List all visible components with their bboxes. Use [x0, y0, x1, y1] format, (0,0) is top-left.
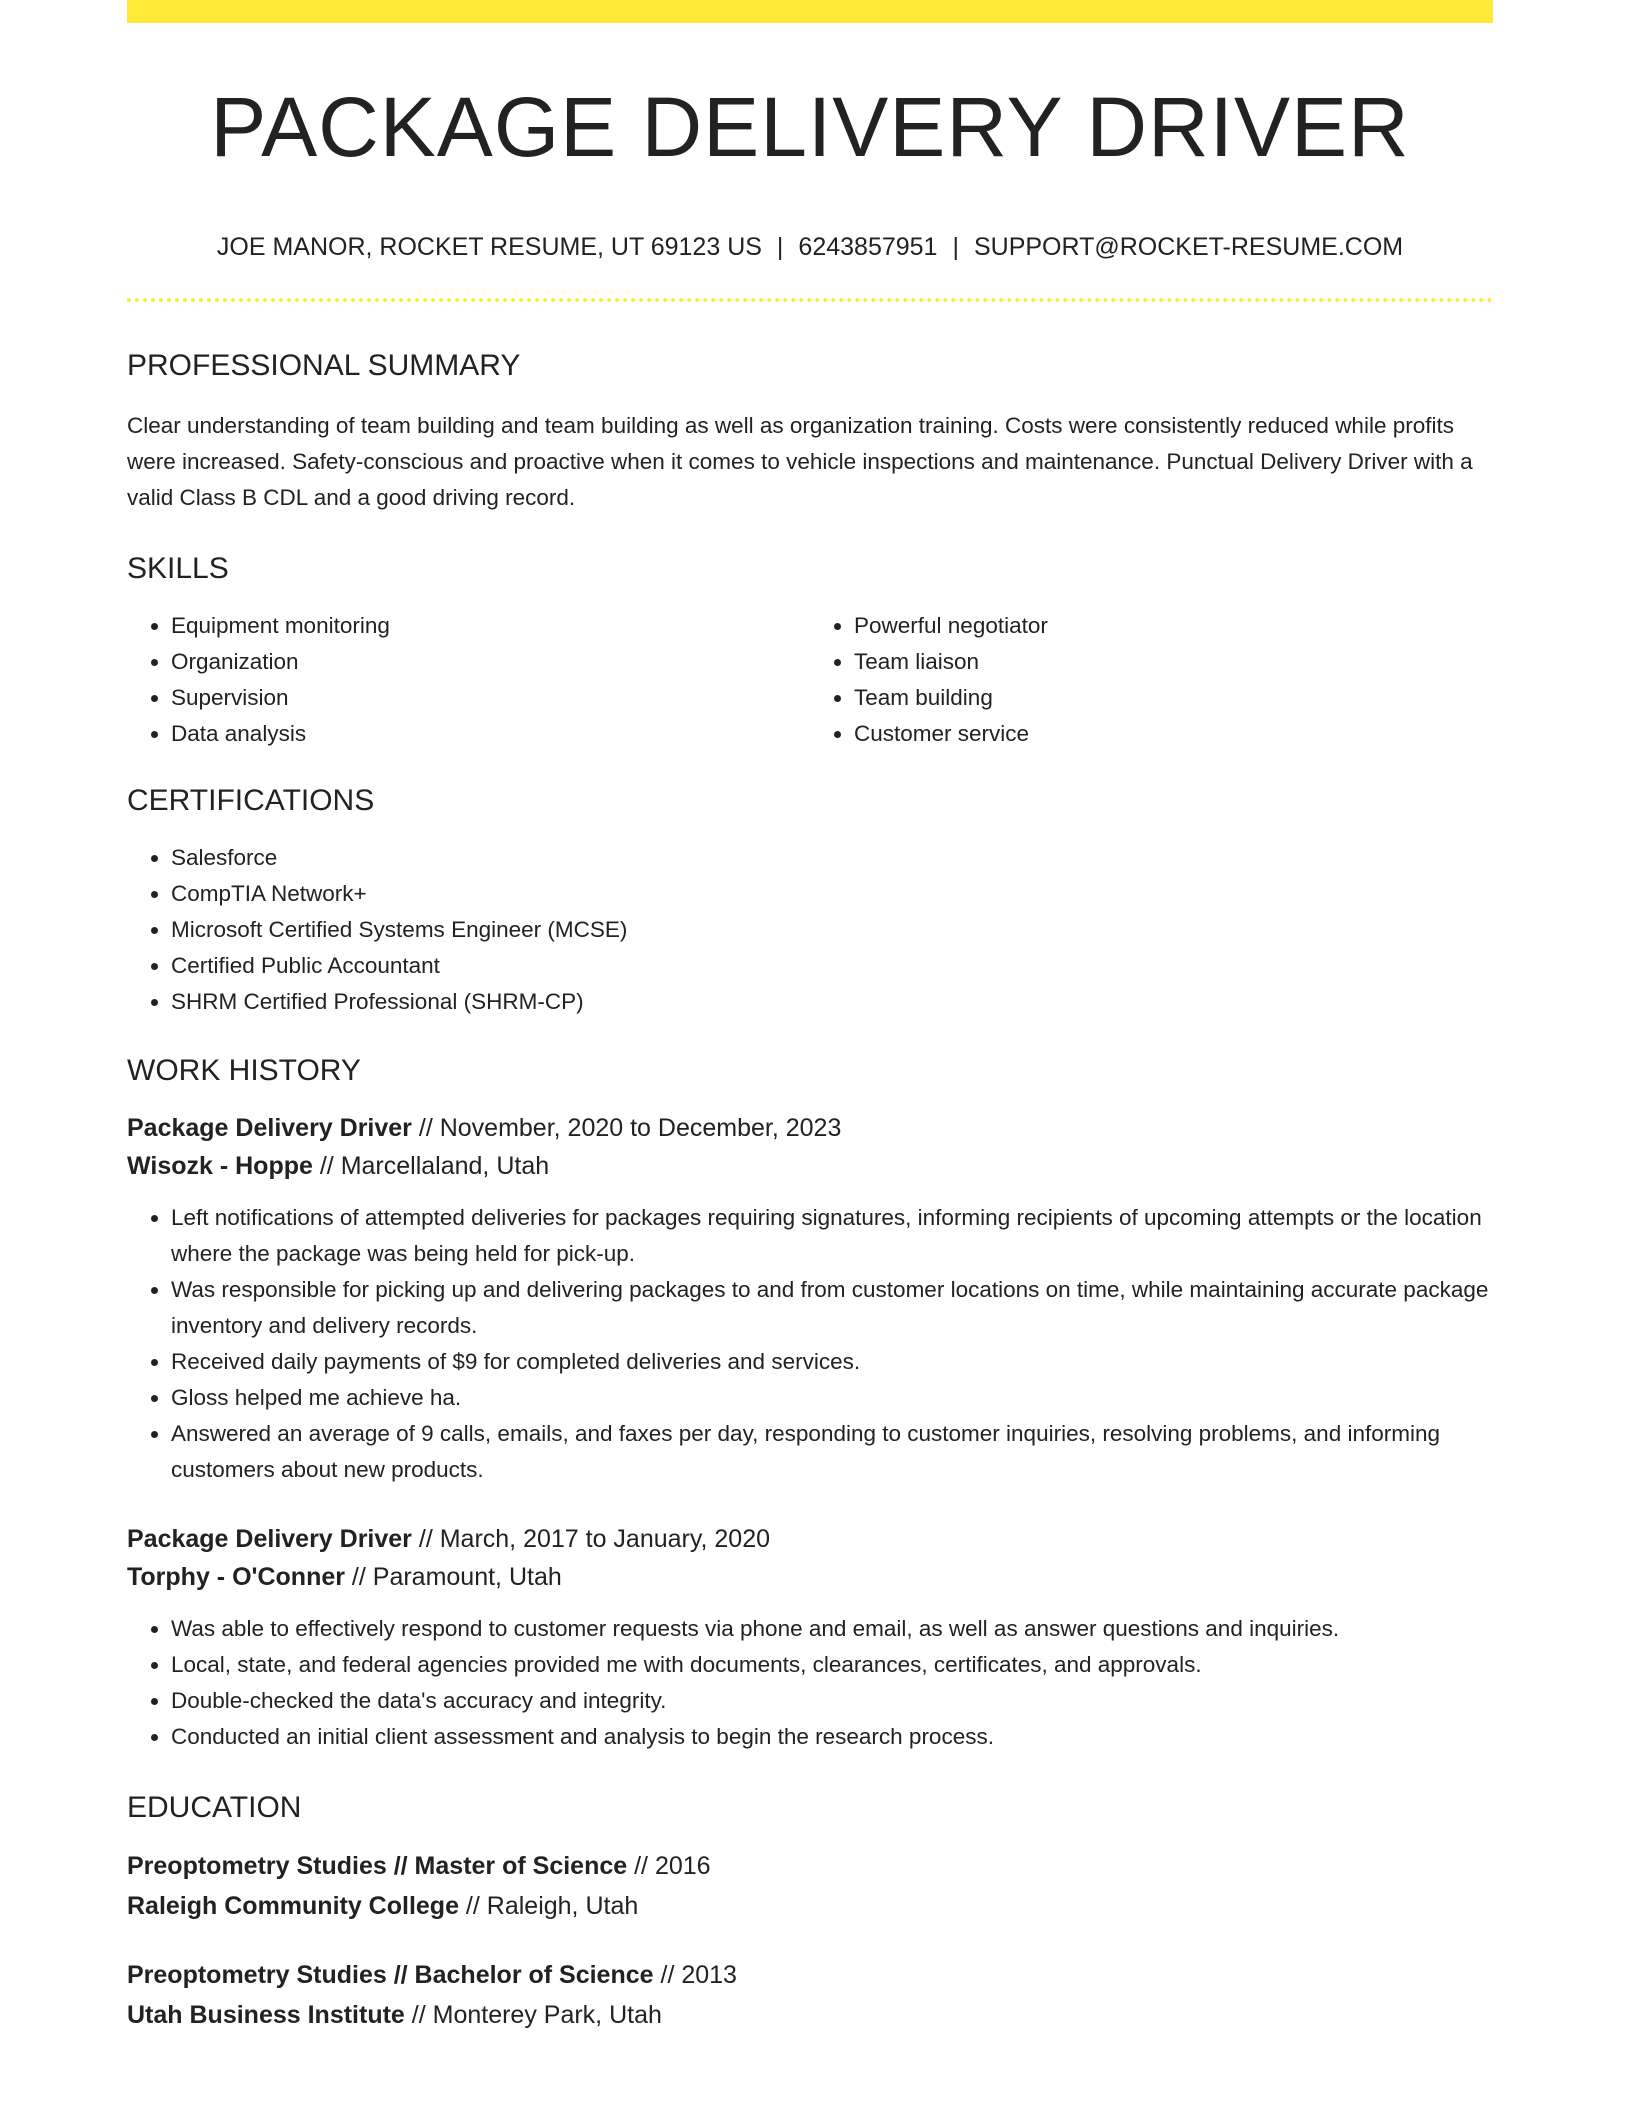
education-heading: EDUCATION [127, 1791, 302, 1824]
slash-separator: // [411, 1525, 440, 1553]
job-bullet: • Conducted an initial client assessment and analysis to begin the research process. [171, 1719, 1493, 1755]
certification-item: • Certified Public Accountant [171, 948, 1493, 984]
job-bullet: • Local, state, and federal agencies provided me with documents, clearances, certificates, and approvals. [171, 1647, 1493, 1683]
skill-item: • Organization [171, 644, 810, 680]
education-school-line [127, 1995, 1493, 2035]
slash-separator: // [458, 1892, 487, 1920]
slash-separator: // [404, 2001, 433, 2029]
skills-columns [127, 608, 1493, 752]
slash-separator: // [627, 1852, 655, 1880]
education-entry [127, 1955, 1493, 2035]
job-company-line [127, 1147, 1493, 1185]
skill-item: • Customer service [854, 716, 1493, 752]
certification-item: • SHRM Certified Professional (SHRM-CP) [171, 984, 1493, 1020]
education-degree: Preoptometry Studies // Bachelor of Science [127, 1961, 654, 1989]
contact-separator: | [776, 233, 784, 261]
job-bullet: • Gloss helped me achieve ha. [171, 1380, 1493, 1416]
job-bullet: • Was responsible for picking up and delivering packages to and from customer locations on time, while maintaining accurate package inventory and delivery records. [171, 1272, 1493, 1344]
education-school: Raleigh Community College [127, 1892, 459, 1920]
skill-item: • Data analysis [171, 716, 810, 752]
certifications-list [127, 840, 1493, 1020]
education-school-line [127, 1886, 1493, 1926]
job-header [127, 1109, 1493, 1185]
education-school: Utah Business Institute [127, 2001, 405, 2029]
job-bullet: • Left notifications of attempted deliveries for packages requiring signatures, informing recipients of upcoming attempts or the location where the package was being held for pick-up. [171, 1200, 1493, 1272]
job-bullet: • Double-checked the data's accuracy and integrity. [171, 1683, 1493, 1719]
job-title-line [127, 1520, 1493, 1558]
contact-address: JOE MANOR, ROCKET RESUME, UT 69123 US [216, 233, 762, 261]
skills-list-left [127, 608, 810, 752]
job-bullet: • Answered an average of 9 calls, emails, and faxes per day, responding to customer inquiries, resolving problems, and informing customers about new products. [171, 1416, 1493, 1488]
job-bullet-list [127, 1611, 1493, 1755]
resume-page [127, 0, 1493, 2035]
contact-email: SUPPORT@ROCKET-RESUME.COM [973, 233, 1404, 261]
certifications-heading: CERTIFICATIONS [127, 784, 375, 817]
skill-item: • Powerful negotiator [854, 608, 1493, 644]
job-entry [127, 1520, 1493, 1755]
work-history-heading: WORK HISTORY [127, 1054, 361, 1087]
job-header [127, 1520, 1493, 1596]
slash-separator: // [344, 1563, 373, 1591]
skill-item: • Team building [854, 680, 1493, 716]
job-title: Package Delivery Driver [127, 1114, 412, 1142]
summary-text: Clear understanding of team building and team building as well as organization training. Costs were consistently reduced while profits were increased. Safety-conscious and proactive when it comes to vehicle inspections and maintenance. Punctual Delivery Driver with a valid Class B CDL and a good driving record. [127, 413, 1473, 510]
job-company: Wisozk - Hoppe [127, 1152, 313, 1180]
job-dates: March, 2017 to January, 2020 [439, 1525, 771, 1553]
job-bullet-list [127, 1200, 1493, 1488]
skills-heading: SKILLS [127, 552, 229, 585]
job-dates: November, 2020 to December, 2023 [439, 1114, 842, 1142]
education-location: Monterey Park, Utah [432, 2001, 662, 2029]
education-entry [127, 1846, 1493, 1926]
skill-item: • Team liaison [854, 644, 1493, 680]
education-location: Raleigh, Utah [486, 1892, 639, 1920]
job-company: Torphy - O'Conner [127, 1563, 345, 1591]
education-degree-line [127, 1846, 1493, 1886]
accent-top-bar [127, 0, 1493, 23]
education-year: 2016 [654, 1852, 711, 1880]
dotted-divider [127, 298, 1493, 302]
slash-separator: // [312, 1152, 341, 1180]
resume-title: PACKAGE DELIVERY DRIVER [210, 80, 1410, 174]
slash-separator: // [653, 1961, 682, 1989]
contact-separator: | [952, 233, 959, 261]
education-degree: Preoptometry Studies // Master of Science [127, 1852, 628, 1880]
summary-heading: PROFESSIONAL SUMMARY [127, 349, 521, 382]
job-location: Marcellaland, Utah [340, 1152, 550, 1180]
education-degree-line [127, 1955, 1493, 1995]
certification-item: • Salesforce [171, 840, 1493, 876]
job-title-line [127, 1109, 1493, 1147]
education-year: 2013 [681, 1961, 737, 1989]
job-title: Package Delivery Driver [127, 1525, 412, 1553]
job-entry [127, 1109, 1493, 1488]
contact-phone: 6243857951 [798, 233, 938, 261]
skill-item: • Supervision [171, 680, 810, 716]
contact-line [127, 235, 1493, 260]
job-bullet: • Received daily payments of $9 for completed deliveries and services. [171, 1344, 1493, 1380]
job-company-line [127, 1558, 1493, 1596]
skills-list-right [810, 608, 1493, 752]
slash-separator: // [411, 1114, 440, 1142]
certification-item: • CompTIA Network+ [171, 876, 1493, 912]
job-bullet: • Was able to effectively respond to customer requests via phone and email, as well as answer questions and inquiries. [171, 1611, 1493, 1647]
certification-item: • Microsoft Certified Systems Engineer (MCSE) [171, 912, 1493, 948]
job-location: Paramount, Utah [372, 1563, 562, 1591]
skill-item: • Equipment monitoring [171, 608, 810, 644]
